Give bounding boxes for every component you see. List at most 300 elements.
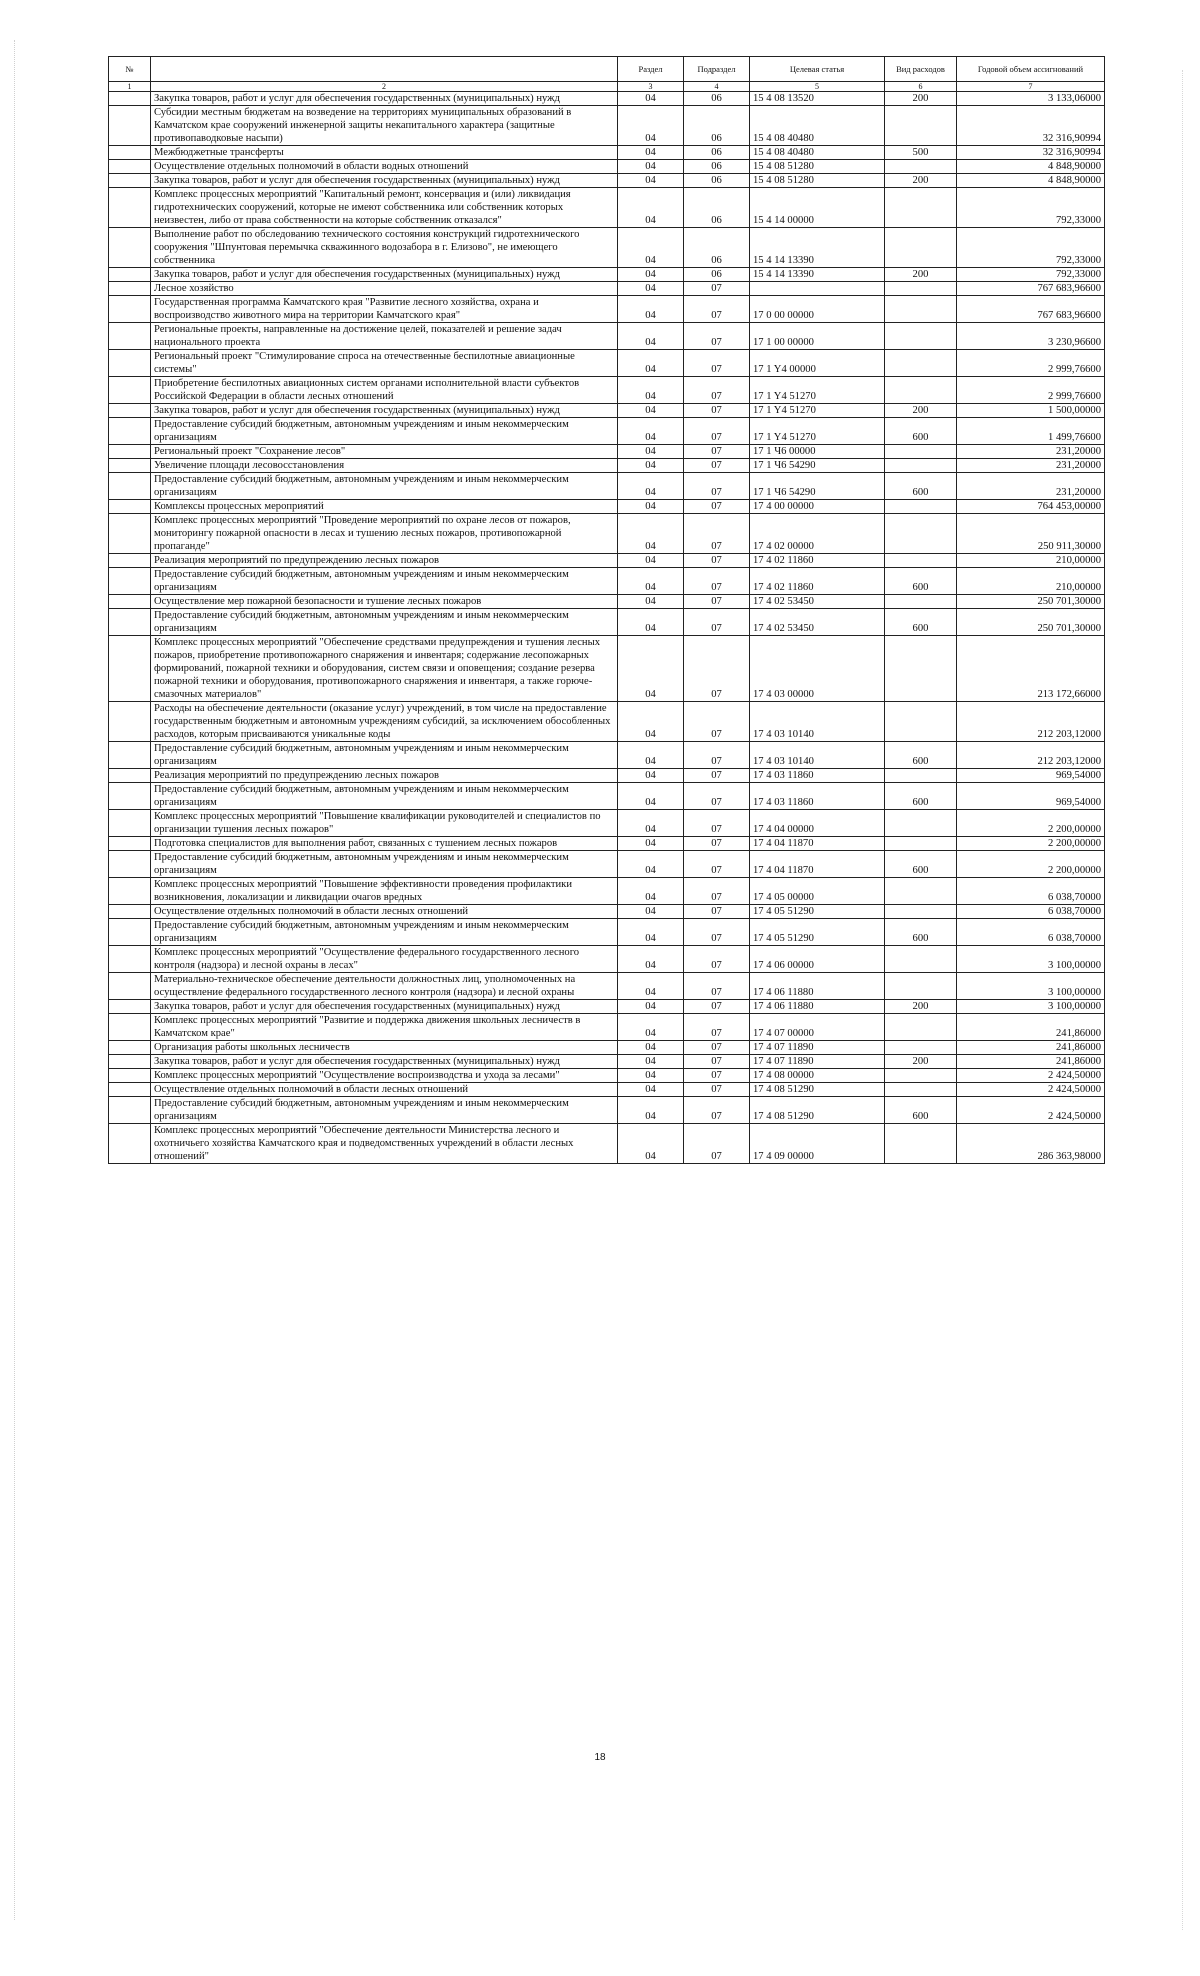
row-subsection-cell: 06 xyxy=(684,268,750,282)
row-amount-cell: 250 701,30000 xyxy=(957,595,1105,609)
row-number-cell xyxy=(109,742,151,769)
row-target-cell: 17 4 02 11860 xyxy=(750,568,885,595)
col-number: 3 xyxy=(618,82,684,92)
table-row xyxy=(109,377,1105,404)
table-row xyxy=(109,1014,1105,1041)
row-name-cell: Осуществление отдельных полномочий в области лесных отношений xyxy=(151,905,618,919)
row-section-cell: 04 xyxy=(618,636,684,702)
row-target-cell: 17 4 06 00000 xyxy=(750,946,885,973)
row-subsection-cell: 07 xyxy=(684,1055,750,1069)
row-target-cell: 17 4 04 11870 xyxy=(750,851,885,878)
row-subsection-cell: 06 xyxy=(684,188,750,228)
row-amount-cell: 2 200,00000 xyxy=(957,810,1105,837)
row-section-cell: 04 xyxy=(618,282,684,296)
table-row xyxy=(109,1097,1105,1124)
row-subsection-cell: 07 xyxy=(684,554,750,568)
row-section-cell: 04 xyxy=(618,296,684,323)
table-row xyxy=(109,609,1105,636)
table-row xyxy=(109,1041,1105,1055)
row-section-cell: 04 xyxy=(618,459,684,473)
row-section-cell: 04 xyxy=(618,418,684,445)
table-row xyxy=(109,636,1105,702)
row-number-cell xyxy=(109,878,151,905)
row-amount-cell: 6 038,70000 xyxy=(957,919,1105,946)
row-amount-cell: 241,86000 xyxy=(957,1055,1105,1069)
row-section-cell: 04 xyxy=(618,1124,684,1164)
row-amount-cell: 2 424,50000 xyxy=(957,1097,1105,1124)
row-target-cell: 17 4 03 11860 xyxy=(750,783,885,810)
row-expense-type-cell: 600 xyxy=(885,473,957,500)
row-name-cell: Региональный проект "Стимулирование спроса на отечественные беспилотные авиационные системы" xyxy=(151,350,618,377)
row-expense-type-cell: 200 xyxy=(885,1000,957,1014)
table-row xyxy=(109,946,1105,973)
row-name-cell: Расходы на обеспечение деятельности (оказание услуг) учреждений, в том числе на предоставление государственным бюджетным и автономным учреждениям субсидий, за исключением обособленных расходов, которым присваиваются уникальные коды xyxy=(151,702,618,742)
row-expense-type-cell xyxy=(885,514,957,554)
row-amount-cell: 2 424,50000 xyxy=(957,1069,1105,1083)
row-target-cell: 17 4 04 00000 xyxy=(750,810,885,837)
row-name-cell: Комплекс процессных мероприятий "Осуществление федерального государственного лесного контроля (надзора) и лесной охраны в лесах" xyxy=(151,946,618,973)
row-amount-cell: 3 100,00000 xyxy=(957,1000,1105,1014)
table-row xyxy=(109,473,1105,500)
row-target-cell: 17 4 07 11890 xyxy=(750,1055,885,1069)
row-subsection-cell: 06 xyxy=(684,228,750,268)
row-number-cell xyxy=(109,473,151,500)
row-target-cell: 17 1 Y4 51270 xyxy=(750,404,885,418)
row-section-cell: 04 xyxy=(618,609,684,636)
row-subsection-cell: 07 xyxy=(684,514,750,554)
row-expense-type-cell xyxy=(885,323,957,350)
table-row xyxy=(109,296,1105,323)
row-name-cell: Комплекс процессных мероприятий "Осуществление воспроизводства и ухода за лесами" xyxy=(151,1069,618,1083)
table-row xyxy=(109,851,1105,878)
row-subsection-cell: 07 xyxy=(684,769,750,783)
row-name-cell: Комплекс процессных мероприятий "Повышение эффективности проведения профилактики возникновения, локализации и ликвидации очагов вредных xyxy=(151,878,618,905)
row-subsection-cell: 07 xyxy=(684,473,750,500)
row-section-cell: 04 xyxy=(618,851,684,878)
row-expense-type-cell: 200 xyxy=(885,268,957,282)
row-expense-type-cell xyxy=(885,595,957,609)
row-name-cell: Реализация мероприятий по предупреждению лесных пожаров xyxy=(151,769,618,783)
header-amount: Годовой объем ассигнований xyxy=(957,57,1105,82)
col-number: 5 xyxy=(750,82,885,92)
row-number-cell xyxy=(109,1069,151,1083)
row-subsection-cell: 07 xyxy=(684,973,750,1000)
row-name-cell: Закупка товаров, работ и услуг для обеспечения государственных (муниципальных) нужд xyxy=(151,92,618,106)
row-target-cell: 15 4 08 51280 xyxy=(750,174,885,188)
col-number: 4 xyxy=(684,82,750,92)
row-amount-cell: 210,00000 xyxy=(957,568,1105,595)
row-number-cell xyxy=(109,296,151,323)
row-subsection-cell: 07 xyxy=(684,404,750,418)
row-name-cell: Государственная программа Камчатского края "Развитие лесного хозяйства, охрана и воспроизводство животного мира на территории Камчатского края" xyxy=(151,296,618,323)
row-name-cell: Организация работы школьных лесничеств xyxy=(151,1041,618,1055)
row-name-cell: Предоставление субсидий бюджетным, автономным учреждениям и иным некоммерческим организациям xyxy=(151,783,618,810)
row-expense-type-cell: 200 xyxy=(885,92,957,106)
row-amount-cell: 250 701,30000 xyxy=(957,609,1105,636)
row-name-cell: Комплекс процессных мероприятий "Обеспечение деятельности Министерства лесного и охотничьего хозяйства Камчатского края и подведомственных учреждений в области лесных отношений" xyxy=(151,1124,618,1164)
row-name-cell: Предоставление субсидий бюджетным, автономным учреждениям и иным некоммерческим организациям xyxy=(151,919,618,946)
header-expense-type: Вид расходов xyxy=(885,57,957,82)
row-subsection-cell: 07 xyxy=(684,878,750,905)
row-number-cell xyxy=(109,282,151,296)
row-name-cell: Осуществление отдельных полномочий в области лесных отношений xyxy=(151,1083,618,1097)
table-row xyxy=(109,973,1105,1000)
row-amount-cell: 3 100,00000 xyxy=(957,946,1105,973)
row-name-cell: Региональный проект "Сохранение лесов" xyxy=(151,445,618,459)
row-section-cell: 04 xyxy=(618,1083,684,1097)
row-target-cell: 17 4 08 51290 xyxy=(750,1083,885,1097)
row-number-cell xyxy=(109,174,151,188)
table-row xyxy=(109,837,1105,851)
row-target-cell: 15 4 08 13520 xyxy=(750,92,885,106)
row-name-cell: Комплекс процессных мероприятий "Повышение квалификации руководителей и специалистов по организации тушения лесных пожаров" xyxy=(151,810,618,837)
row-number-cell xyxy=(109,568,151,595)
row-subsection-cell: 06 xyxy=(684,146,750,160)
row-expense-type-cell xyxy=(885,459,957,473)
row-amount-cell: 212 203,12000 xyxy=(957,742,1105,769)
row-expense-type-cell xyxy=(885,1083,957,1097)
row-section-cell: 04 xyxy=(618,905,684,919)
row-section-cell: 04 xyxy=(618,500,684,514)
row-number-cell xyxy=(109,268,151,282)
row-number-cell xyxy=(109,1000,151,1014)
row-target-cell: 17 4 04 11870 xyxy=(750,837,885,851)
row-name-cell: Региональные проекты, направленные на достижение целей, показателей и решение задач национального проекта xyxy=(151,323,618,350)
col-number: 1 xyxy=(109,82,151,92)
table-row xyxy=(109,595,1105,609)
row-target-cell: 17 4 08 00000 xyxy=(750,1069,885,1083)
row-expense-type-cell xyxy=(885,445,957,459)
row-section-cell: 04 xyxy=(618,323,684,350)
scan-edge-right xyxy=(1182,70,1184,1930)
row-amount-cell: 3 133,06000 xyxy=(957,92,1105,106)
row-name-cell: Закупка товаров, работ и услуг для обеспечения государственных (муниципальных) нужд xyxy=(151,1055,618,1069)
row-number-cell xyxy=(109,377,151,404)
row-name-cell: Предоставление субсидий бюджетным, автономным учреждениям и иным некоммерческим организациям xyxy=(151,418,618,445)
row-target-cell: 17 4 03 00000 xyxy=(750,636,885,702)
row-subsection-cell: 07 xyxy=(684,595,750,609)
row-expense-type-cell xyxy=(885,878,957,905)
table-row xyxy=(109,905,1105,919)
row-name-cell: Комплексы процессных мероприятий xyxy=(151,500,618,514)
row-amount-cell: 32 316,90994 xyxy=(957,146,1105,160)
row-amount-cell: 764 453,00000 xyxy=(957,500,1105,514)
row-target-cell: 15 4 14 13390 xyxy=(750,268,885,282)
header-subsection: Подраздел xyxy=(684,57,750,82)
row-amount-cell: 6 038,70000 xyxy=(957,905,1105,919)
row-number-cell xyxy=(109,702,151,742)
row-subsection-cell: 07 xyxy=(684,1041,750,1055)
row-amount-cell: 213 172,66000 xyxy=(957,636,1105,702)
row-number-cell xyxy=(109,1083,151,1097)
header-name xyxy=(151,57,618,82)
row-subsection-cell: 07 xyxy=(684,459,750,473)
row-target-cell: 17 1 Y4 51270 xyxy=(750,418,885,445)
row-amount-cell: 231,20000 xyxy=(957,473,1105,500)
row-name-cell: Реализация мероприятий по предупреждению лесных пожаров xyxy=(151,554,618,568)
row-expense-type-cell xyxy=(885,1041,957,1055)
table-row xyxy=(109,1069,1105,1083)
row-section-cell: 04 xyxy=(618,228,684,268)
row-amount-cell: 1 500,00000 xyxy=(957,404,1105,418)
row-target-cell: 17 0 00 00000 xyxy=(750,296,885,323)
table-row xyxy=(109,919,1105,946)
row-number-cell xyxy=(109,188,151,228)
row-number-cell xyxy=(109,851,151,878)
row-name-cell: Комплекс процессных мероприятий "Обеспечение средствами предупреждения и тушения лесных пожаров, приобретение противопожарного снаряжения и инвентаря; содержание лесопожарных формирований, пожарной техники и оборудования, систем связи и оповещения; создание резерва пожарной техники и оборудования, противопожарного снаряжения и инвентаря, а также горюче-смазочных материалов" xyxy=(151,636,618,702)
table-row xyxy=(109,92,1105,106)
row-expense-type-cell: 200 xyxy=(885,1055,957,1069)
row-number-cell xyxy=(109,323,151,350)
row-name-cell: Предоставление субсидий бюджетным, автономным учреждениям и иным некоммерческим организациям xyxy=(151,609,618,636)
header-target: Целевая статья xyxy=(750,57,885,82)
column-number-row xyxy=(109,82,1105,92)
row-section-cell: 04 xyxy=(618,595,684,609)
row-amount-cell: 767 683,96600 xyxy=(957,282,1105,296)
row-section-cell: 04 xyxy=(618,742,684,769)
row-expense-type-cell: 200 xyxy=(885,404,957,418)
row-section-cell: 04 xyxy=(618,174,684,188)
row-number-cell xyxy=(109,228,151,268)
table-row xyxy=(109,783,1105,810)
row-expense-type-cell: 600 xyxy=(885,851,957,878)
row-name-cell: Выполнение работ по обследованию технического состояния конструкций гидротехнического сооружения "Шпунтовая перемычка скважинного водозабора в г. Елизово", не имеющего собственника xyxy=(151,228,618,268)
row-name-cell: Закупка товаров, работ и услуг для обеспечения государственных (муниципальных) нужд xyxy=(151,268,618,282)
table-row xyxy=(109,742,1105,769)
row-section-cell: 04 xyxy=(618,106,684,146)
row-number-cell xyxy=(109,609,151,636)
row-number-cell xyxy=(109,1124,151,1164)
row-target-cell: 17 4 05 51290 xyxy=(750,919,885,946)
row-amount-cell: 231,20000 xyxy=(957,445,1105,459)
table-row xyxy=(109,188,1105,228)
row-name-cell: Предоставление субсидий бюджетным, автономным учреждениям и иным некоммерческим организациям xyxy=(151,1097,618,1124)
row-expense-type-cell: 600 xyxy=(885,783,957,810)
row-subsection-cell: 07 xyxy=(684,1000,750,1014)
row-target-cell: 17 4 06 11880 xyxy=(750,973,885,1000)
table-row xyxy=(109,146,1105,160)
row-target-cell: 17 4 02 00000 xyxy=(750,514,885,554)
row-expense-type-cell xyxy=(885,810,957,837)
row-target-cell: 17 4 00 00000 xyxy=(750,500,885,514)
row-expense-type-cell xyxy=(885,702,957,742)
row-expense-type-cell xyxy=(885,377,957,404)
row-expense-type-cell xyxy=(885,282,957,296)
row-number-cell xyxy=(109,92,151,106)
row-number-cell xyxy=(109,810,151,837)
row-amount-cell: 792,33000 xyxy=(957,268,1105,282)
row-name-cell: Лесное хозяйство xyxy=(151,282,618,296)
table-row xyxy=(109,459,1105,473)
row-subsection-cell: 07 xyxy=(684,946,750,973)
row-target-cell: 17 4 03 11860 xyxy=(750,769,885,783)
row-subsection-cell: 07 xyxy=(684,1124,750,1164)
row-target-cell: 17 1 Y4 00000 xyxy=(750,350,885,377)
row-subsection-cell: 07 xyxy=(684,742,750,769)
row-subsection-cell: 07 xyxy=(684,1069,750,1083)
row-section-cell: 04 xyxy=(618,445,684,459)
row-amount-cell: 4 848,90000 xyxy=(957,174,1105,188)
row-number-cell xyxy=(109,1097,151,1124)
row-target-cell: 17 4 02 11860 xyxy=(750,554,885,568)
table-row xyxy=(109,500,1105,514)
row-amount-cell: 250 911,30000 xyxy=(957,514,1105,554)
row-number-cell xyxy=(109,350,151,377)
table-row xyxy=(109,554,1105,568)
row-expense-type-cell xyxy=(885,1069,957,1083)
row-number-cell xyxy=(109,946,151,973)
row-section-cell: 04 xyxy=(618,188,684,228)
row-subsection-cell: 07 xyxy=(684,568,750,595)
table-row xyxy=(109,1055,1105,1069)
row-expense-type-cell: 500 xyxy=(885,146,957,160)
row-section-cell: 04 xyxy=(618,810,684,837)
row-expense-type-cell xyxy=(885,350,957,377)
row-number-cell xyxy=(109,106,151,146)
row-section-cell: 04 xyxy=(618,1055,684,1069)
col-number: 7 xyxy=(957,82,1105,92)
row-number-cell xyxy=(109,418,151,445)
row-amount-cell: 3 230,96600 xyxy=(957,323,1105,350)
row-section-cell: 04 xyxy=(618,769,684,783)
row-target-cell: 17 4 02 53450 xyxy=(750,609,885,636)
row-name-cell: Комплекс процессных мероприятий "Проведение мероприятий по охране лесов от пожаров, мониторингу пожарной опасности в лесах и тушению лесных пожаров, противопожарной пропаганде" xyxy=(151,514,618,554)
row-section-cell: 04 xyxy=(618,702,684,742)
row-section-cell: 04 xyxy=(618,973,684,1000)
table-body xyxy=(109,92,1105,1164)
row-number-cell xyxy=(109,404,151,418)
table-row xyxy=(109,1000,1105,1014)
row-target-cell: 17 4 03 10140 xyxy=(750,702,885,742)
header-section: Раздел xyxy=(618,57,684,82)
row-subsection-cell: 07 xyxy=(684,350,750,377)
row-amount-cell: 1 499,76600 xyxy=(957,418,1105,445)
row-section-cell: 04 xyxy=(618,554,684,568)
row-name-cell: Закупка товаров, работ и услуг для обеспечения государственных (муниципальных) нужд xyxy=(151,174,618,188)
row-name-cell: Комплекс процессных мероприятий "Капитальный ремонт, консервация и (или) ликвидация гидротехнических сооружений, которые не имеют собственника или собственник которых неизвестен, либо от права собственности на которые собственник отказался" xyxy=(151,188,618,228)
row-subsection-cell: 07 xyxy=(684,702,750,742)
row-subsection-cell: 07 xyxy=(684,783,750,810)
row-target-cell: 17 1 Ч6 54290 xyxy=(750,459,885,473)
row-amount-cell: 4 848,90000 xyxy=(957,160,1105,174)
table-row xyxy=(109,323,1105,350)
row-target-cell: 15 4 08 51280 xyxy=(750,160,885,174)
row-expense-type-cell: 600 xyxy=(885,418,957,445)
row-expense-type-cell xyxy=(885,296,957,323)
row-target-cell: 17 4 06 11880 xyxy=(750,1000,885,1014)
row-subsection-cell: 07 xyxy=(684,905,750,919)
row-number-cell xyxy=(109,769,151,783)
row-name-cell: Предоставление субсидий бюджетным, автономным учреждениям и иным некоммерческим организациям xyxy=(151,568,618,595)
row-expense-type-cell xyxy=(885,837,957,851)
row-amount-cell: 2 999,76600 xyxy=(957,350,1105,377)
row-section-cell: 04 xyxy=(618,878,684,905)
header-num: № xyxy=(109,57,151,82)
row-target-cell: 17 1 00 00000 xyxy=(750,323,885,350)
row-subsection-cell: 07 xyxy=(684,609,750,636)
col-number: 2 xyxy=(151,82,618,92)
row-subsection-cell: 07 xyxy=(684,1097,750,1124)
row-section-cell: 04 xyxy=(618,160,684,174)
header-row xyxy=(109,57,1105,82)
row-section-cell: 04 xyxy=(618,1097,684,1124)
row-number-cell xyxy=(109,1014,151,1041)
row-number-cell xyxy=(109,595,151,609)
row-expense-type-cell xyxy=(885,1014,957,1041)
table-row xyxy=(109,268,1105,282)
row-expense-type-cell xyxy=(885,228,957,268)
row-target-cell: 17 4 05 51290 xyxy=(750,905,885,919)
row-target-cell: 17 4 07 00000 xyxy=(750,1014,885,1041)
table-row xyxy=(109,282,1105,296)
row-amount-cell: 2 200,00000 xyxy=(957,851,1105,878)
table-row xyxy=(109,160,1105,174)
row-target-cell: 17 1 Ч6 00000 xyxy=(750,445,885,459)
row-target-cell: 15 4 14 13390 xyxy=(750,228,885,268)
row-subsection-cell: 07 xyxy=(684,810,750,837)
row-amount-cell: 2 424,50000 xyxy=(957,1083,1105,1097)
row-number-cell xyxy=(109,514,151,554)
row-number-cell xyxy=(109,905,151,919)
row-number-cell xyxy=(109,919,151,946)
table-row xyxy=(109,350,1105,377)
budget-table xyxy=(108,56,1105,1164)
row-target-cell: 17 4 09 00000 xyxy=(750,1124,885,1164)
row-amount-cell: 969,54000 xyxy=(957,783,1105,810)
row-number-cell xyxy=(109,973,151,1000)
row-name-cell: Предоставление субсидий бюджетным, автономным учреждениям и иным некоммерческим организациям xyxy=(151,742,618,769)
row-name-cell: Осуществление мер пожарной безопасности и тушение лесных пожаров xyxy=(151,595,618,609)
row-section-cell: 04 xyxy=(618,946,684,973)
row-section-cell: 04 xyxy=(618,377,684,404)
row-expense-type-cell xyxy=(885,188,957,228)
row-expense-type-cell xyxy=(885,1124,957,1164)
row-subsection-cell: 07 xyxy=(684,919,750,946)
row-amount-cell: 210,00000 xyxy=(957,554,1105,568)
row-amount-cell: 2 999,76600 xyxy=(957,377,1105,404)
row-subsection-cell: 06 xyxy=(684,106,750,146)
row-name-cell: Субсидии местным бюджетам на возведение на территориях муниципальных образований в Камчатском крае сооружений инженерной защиты некапитального характера (защитные противопаводковые насыпи) xyxy=(151,106,618,146)
row-amount-cell: 792,33000 xyxy=(957,188,1105,228)
row-number-cell xyxy=(109,1041,151,1055)
row-target-cell: 17 4 08 51290 xyxy=(750,1097,885,1124)
row-name-cell: Подготовка специалистов для выполнения работ, связанных с тушением лесных пожаров xyxy=(151,837,618,851)
row-target-cell: 17 1 Y4 51270 xyxy=(750,377,885,404)
row-amount-cell: 231,20000 xyxy=(957,459,1105,473)
row-name-cell: Комплекс процессных мероприятий "Развитие и поддержка движения школьных лесничеств в Камчатском крае" xyxy=(151,1014,618,1041)
page-number: 18 xyxy=(594,1752,606,1763)
row-amount-cell: 241,86000 xyxy=(957,1014,1105,1041)
row-name-cell: Закупка товаров, работ и услуг для обеспечения государственных (муниципальных) нужд xyxy=(151,404,618,418)
row-expense-type-cell xyxy=(885,554,957,568)
row-subsection-cell: 07 xyxy=(684,377,750,404)
col-number: 6 xyxy=(885,82,957,92)
row-subsection-cell: 07 xyxy=(684,1083,750,1097)
row-subsection-cell: 07 xyxy=(684,282,750,296)
row-section-cell: 04 xyxy=(618,514,684,554)
row-subsection-cell: 06 xyxy=(684,160,750,174)
row-section-cell: 04 xyxy=(618,268,684,282)
row-target-cell: 15 4 08 40480 xyxy=(750,146,885,160)
row-section-cell: 04 xyxy=(618,146,684,160)
row-target-cell: 17 4 05 00000 xyxy=(750,878,885,905)
row-amount-cell: 32 316,90994 xyxy=(957,106,1105,146)
row-name-cell: Межбюджетные трансферты xyxy=(151,146,618,160)
table-row xyxy=(109,878,1105,905)
row-name-cell: Предоставление субсидий бюджетным, автономным учреждениям и иным некоммерческим организациям xyxy=(151,473,618,500)
row-amount-cell: 792,33000 xyxy=(957,228,1105,268)
row-section-cell: 04 xyxy=(618,404,684,418)
